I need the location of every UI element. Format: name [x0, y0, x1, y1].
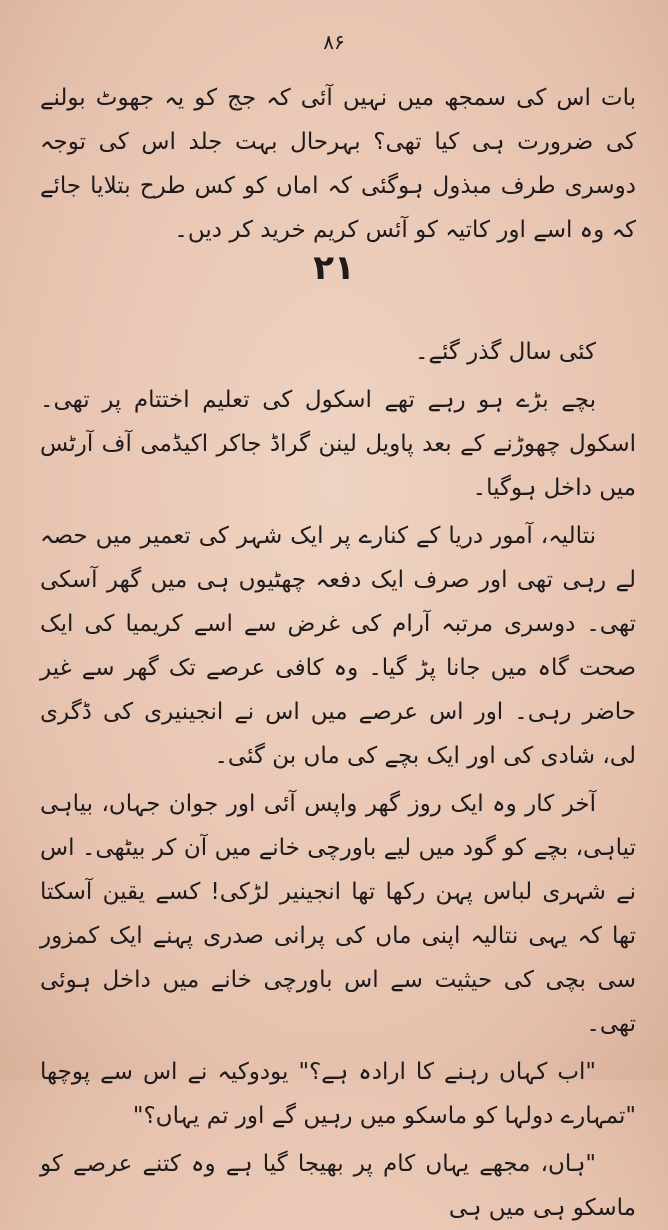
- paragraph: نتالیہ، آمور دریا کے کنارے پر ایک شہر کی تعمیر میں حصہ لے رہی تھی اور صرف ایک دفعہ چھٹیوں ہی میں گھر آسکی تھی۔ دوسری مرتبہ آرام کی غرض سے اسے کریمیا کی ایک صحت گاہ میں جانا پڑ گیا۔ وہ کافی عرصے تک گھر سے غیر حاضر رہی۔ اور اس عرصے میں اس نے انجینیری کی ڈگری لی، شادی کی اور ایک بچے کی ماں بن گئی۔: [40, 523, 636, 769]
- page-number: ۸۶: [323, 30, 345, 54]
- opening-paragraph: بات اس کی سمجھ میں نہیں آئی کہ جج کو یہ جھوٹ بولنے کی ضرورت ہی کیا تھی؟ بہرحال بہت جلد اس کی توجہ دوسری طرف مبذول ہوگئی کہ اماں کو کس طرح بتلایا جائے کہ وہ اسے اور کاتیہ کو آئس کریم خرید کر دیں۔: [40, 85, 636, 243]
- dialogue-paragraph: "ہاں، مجھے یہاں کام پر بھیجا گیا ہے وہ کتنے عرصے کو ماسکو ہی میں ہی: [40, 1151, 636, 1221]
- dialogue-paragraph: "اب کہاں رہنے کا ارادہ ہے؟" یودوکیہ نے اس سے پوچھا "تمہارے دولہا کو ماسکو میں رہیں گے اور تم یہاں؟": [40, 1059, 636, 1129]
- chapter-end-text: [40, 76, 636, 252]
- paragraph: کئی سال گذر گئے۔: [415, 339, 596, 365]
- chapter-body-text: [40, 330, 636, 1230]
- paragraph: آخر کار وہ ایک روز گھر واپس آئی اور جوان جہاں، بیاہی تیاہی، بچے کو گود میں لیے باورچی خانے میں آن کر بیٹھی۔ اس نے شہری لباس پہن رکھا تھا انجینیر لڑکی! کسے یقین آسکتا تھا کہ یہی نتالیہ اپنی ماں کی پرانی صدری پہنے ایک کمزور سی بچی کی حیثیت سے اس باورچی خانے میں داخل ہوئی تھی۔: [40, 791, 636, 1037]
- chapter-number: ۲۱: [313, 248, 355, 288]
- paragraph: بچے بڑے ہو رہے تھے اسکول کی تعلیم اختتام پر تھی۔ اسکول چھوڑنے کے بعد پاویل لینن گراڈ جاکر اکیڈمی آف آرٹس میں داخل ہوگیا۔: [40, 387, 636, 501]
